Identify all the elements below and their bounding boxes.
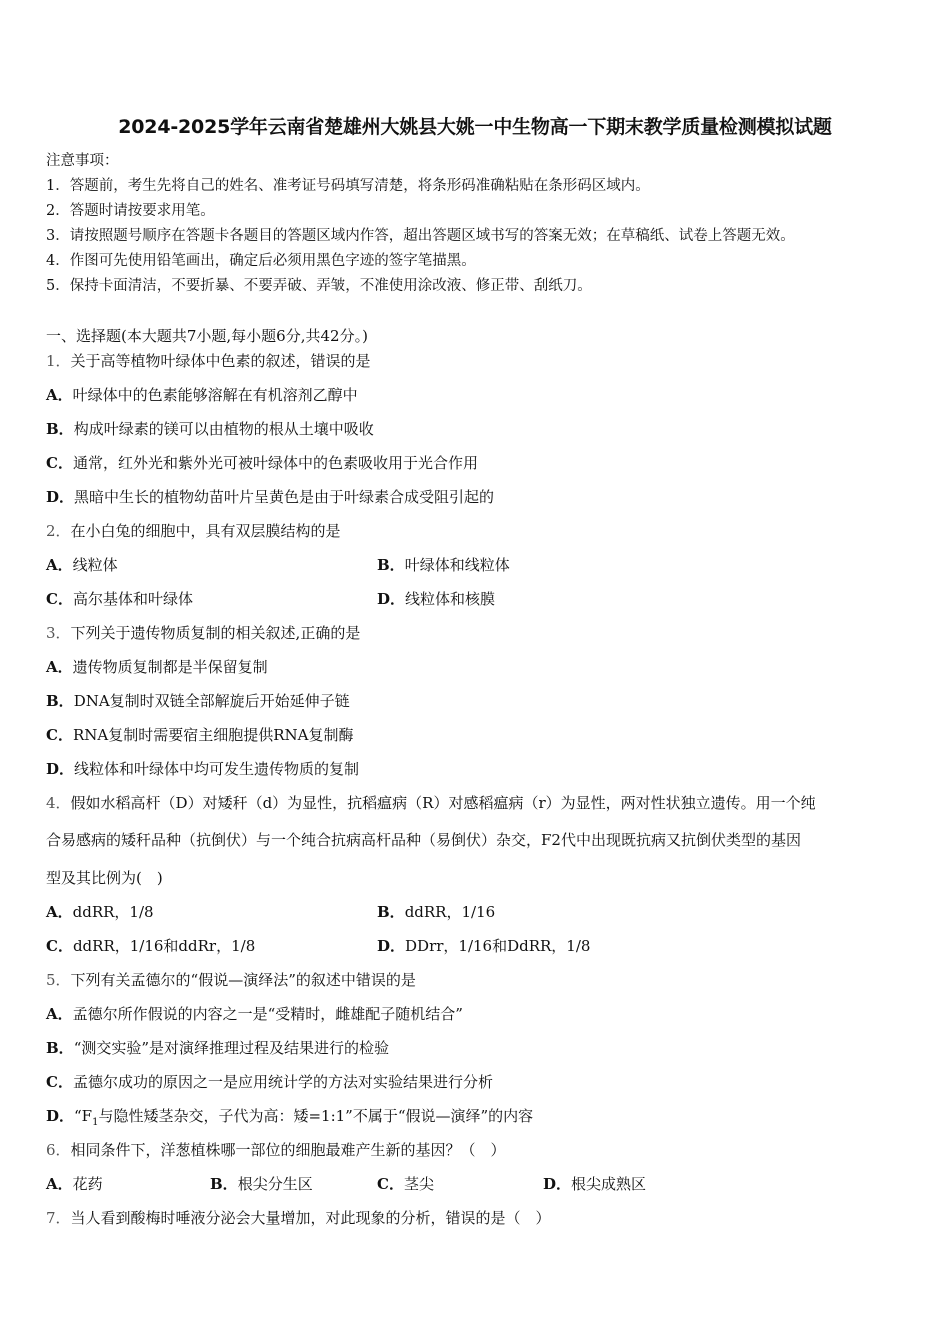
question-1-stem (46, 351, 371, 371)
option-d (543, 1174, 646, 1194)
option-text: 孟德尔成功的原因之一是应用统计学的方法对实验结果进行分析 (72, 1073, 493, 1091)
notes-heading: 注意事项： (46, 153, 119, 169)
option-a (46, 385, 358, 405)
option-label: A． (46, 1005, 73, 1023)
note-item: 5．保持卡面清洁，不要折暴、不要弄破、弄皱，不准使用涂改液、修正带、刮纸刀。 (46, 278, 592, 294)
option-text: 线粒体和叶绿体中均可发生遗传物质的复制 (74, 760, 360, 778)
option-text: 茎尖 (403, 1175, 434, 1193)
question-number: 5． (46, 971, 71, 989)
option-label: A． (46, 903, 73, 921)
option-c (377, 1174, 434, 1194)
option-text-pre: “F (74, 1107, 93, 1125)
option-b (46, 1038, 389, 1058)
option-label: C． (377, 1175, 404, 1193)
option-c (46, 453, 478, 473)
option-label: D． (46, 488, 75, 506)
option-text: 通常，红外光和紫外光可被叶绿体中的色素吸收用于光合作用 (72, 454, 478, 472)
option-c (46, 725, 353, 745)
option-label: C． (46, 937, 73, 955)
option-label: D． (543, 1175, 572, 1193)
question-number: 4． (46, 794, 71, 812)
option-label: B． (377, 556, 405, 574)
question-text: 关于高等植物叶绿体中色素的叙述，错误的是 (70, 352, 371, 370)
question-text: 在小白兔的细胞中，具有双层膜结构的是 (70, 522, 341, 540)
option-label: B． (377, 903, 405, 921)
option-label: D． (46, 1107, 75, 1125)
option-text: 线粒体 (72, 556, 118, 574)
option-a (46, 902, 154, 922)
subscript: 1 (92, 1117, 99, 1128)
option-text: RNA复制时需要宿主细胞提供RNA复制酶 (72, 726, 354, 744)
option-label: B． (46, 420, 74, 438)
question-text: 相同条件下，洋葱植株哪一部位的细胞最难产生新的基因？（ ） (70, 1141, 506, 1159)
option-c (46, 936, 255, 956)
question-text: 型及其比例为( ) (46, 869, 163, 887)
option-text: 叶绿体中的色素能够溶解在有机溶剂乙醇中 (72, 386, 358, 404)
option-a (46, 1174, 103, 1194)
option-label: D． (377, 937, 406, 955)
option-text: 遗传物质复制都是半保留复制 (72, 658, 268, 676)
option-b (377, 902, 495, 922)
option-c (46, 1072, 493, 1092)
option-label: A． (46, 556, 73, 574)
note-item: 1．答题前，考生先将自己的姓名、准考证号码填写清楚，将条形码准确粘贴在条形码区域内。 (46, 178, 650, 194)
option-text: ddRR，1/16 (404, 903, 496, 921)
option-text: 高尔基体和叶绿体 (72, 590, 193, 608)
option-text-post: 与隐性矮茎杂交，子代为高：矮=1:1”不属于“假说—演绎”的内容 (98, 1107, 534, 1125)
option-text: DNA复制时双链全部解旋后开始延伸子链 (73, 692, 350, 710)
question-4-stem (46, 793, 816, 813)
option-text: 孟德尔所作假说的内容之一是“受精时，雌雄配子随机结合” (72, 1005, 463, 1023)
option-label: A． (46, 1175, 73, 1193)
option-b (210, 1174, 313, 1194)
option-label: D． (46, 760, 75, 778)
option-a (46, 1004, 463, 1024)
option-text: 根尖成熟区 (571, 1175, 647, 1193)
option-text: 构成叶绿素的镁可以由植物的根从土壤中吸收 (73, 420, 374, 438)
option-d (46, 487, 494, 507)
question-text: 下列关于遗传物质复制的相关叙述,正确的是 (70, 624, 361, 642)
question-2-stem (46, 521, 341, 541)
section-heading: 一、选择题(本大题共7小题,每小题6分,共42分。) (46, 327, 368, 345)
question-5-stem (46, 970, 416, 990)
option-d (46, 759, 359, 779)
question-number: 3． (46, 624, 71, 642)
option-label: B． (210, 1175, 238, 1193)
note-item: 4．作图可先使用铅笔画出，确定后必须用黑色字迹的签字笔描黑。 (46, 253, 476, 269)
note-item: 3．请按照题号顺序在答题卡各题目的答题区域内作答，超出答题区域书写的答案无效；在草稿纸、试卷上答题无效。 (46, 228, 795, 244)
option-b (377, 555, 510, 575)
page-title: 2024-2025学年云南省楚雄州大姚县大姚一中生物高一下期末教学质量检测模拟试题 (118, 116, 832, 138)
question-number: 7． (46, 1209, 71, 1227)
option-label: A． (46, 386, 73, 404)
option-label: C． (46, 726, 73, 744)
option-c (46, 589, 193, 609)
question-7-stem (46, 1208, 551, 1228)
option-label: C． (46, 1073, 73, 1091)
question-text: 下列有关孟德尔的“假说—演绎法”的叙述中错误的是 (70, 971, 416, 989)
option-label: A． (46, 658, 73, 676)
question-text: 假如水稻高杆（D）对矮秆（d）为显性，抗稻瘟病（R）对感稻瘟病（r）为显性，两对性状独立遗传。用一个纯 (70, 794, 816, 812)
note-item: 2．答题时请按要求用笔。 (46, 203, 215, 219)
option-d (46, 1106, 533, 1133)
option-text: 花药 (72, 1175, 103, 1193)
question-text: 当人看到酸梅时唾液分泌会大量增加，对此现象的分析，错误的是（ ） (70, 1209, 551, 1227)
option-text: 叶绿体和线粒体 (404, 556, 510, 574)
question-number: 1． (46, 352, 71, 370)
question-3-stem (46, 623, 360, 643)
option-label: B． (46, 692, 74, 710)
option-b (46, 419, 374, 439)
option-text: DDrr，1/16和DdRR，1/8 (405, 937, 591, 955)
option-label: B． (46, 1039, 74, 1057)
option-b (46, 691, 350, 711)
option-label: D． (377, 590, 406, 608)
question-number: 6． (46, 1141, 71, 1159)
option-d (377, 589, 495, 609)
option-text: ddRR，1/8 (72, 903, 154, 921)
option-label: C． (46, 454, 73, 472)
option-label: C． (46, 590, 73, 608)
option-text: “测交实验”是对演绎推理过程及结果进行的检验 (73, 1039, 390, 1057)
option-text: 黑暗中生长的植物幼苗叶片呈黄色是由于叶绿素合成受阻引起的 (74, 488, 495, 506)
option-a (46, 657, 268, 677)
option-d (377, 936, 590, 956)
option-text: 线粒体和核膜 (405, 590, 496, 608)
question-number: 2． (46, 522, 71, 540)
question-text: 合易感病的矮秆品种（抗倒伏）与一个纯合抗病高杆品种（易倒伏）杂交，F2代中出现既抗病又抗倒伏类型的基因 (46, 831, 801, 849)
option-a (46, 555, 118, 575)
option-text: 根尖分生区 (237, 1175, 313, 1193)
question-6-stem (46, 1140, 506, 1160)
option-text: ddRR，1/16和ddRr，1/8 (72, 937, 256, 955)
